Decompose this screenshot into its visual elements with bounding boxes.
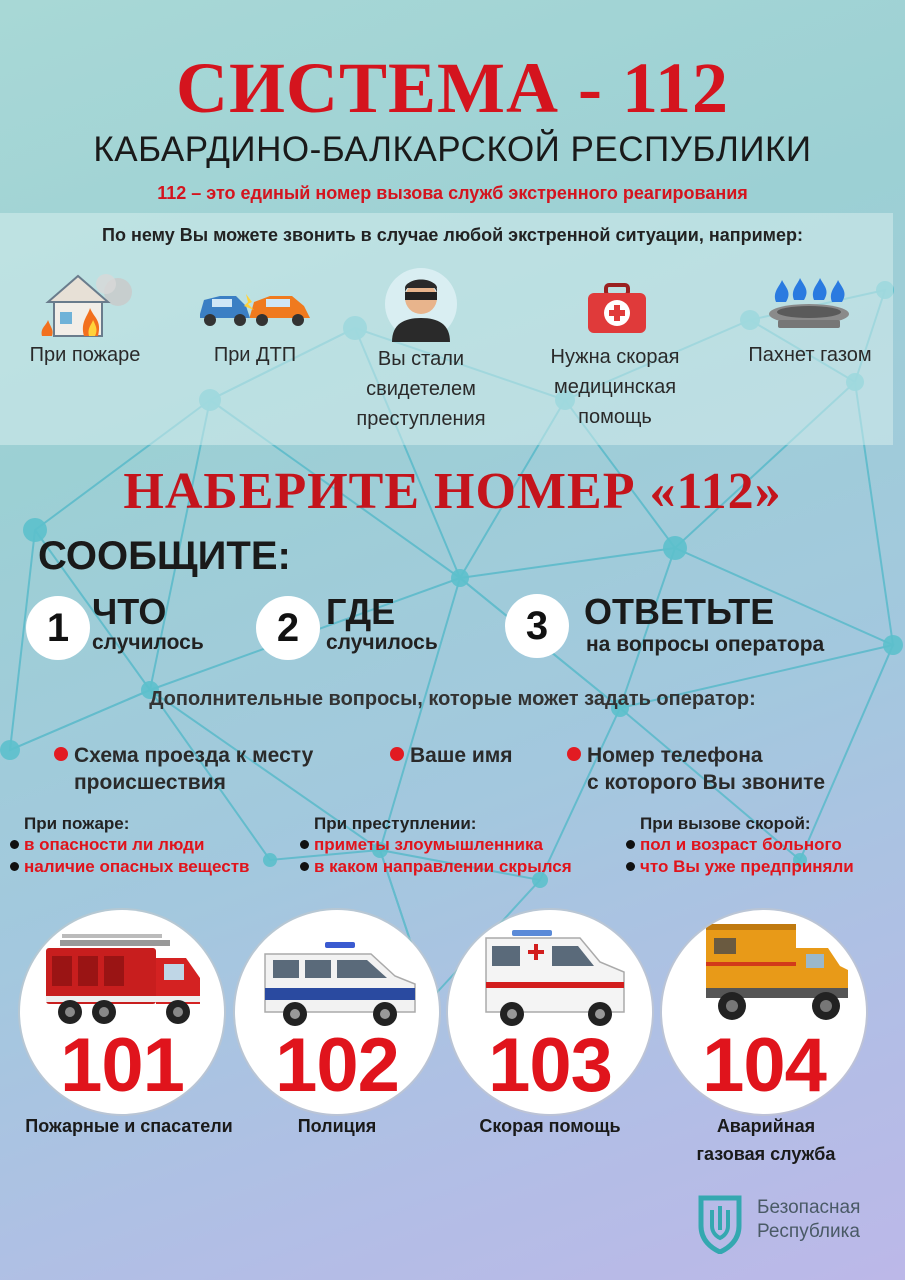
report-heading: СООБЩИТЕ: [38, 534, 291, 578]
bullet-icon [300, 862, 309, 871]
fire-truck-icon [40, 932, 206, 1028]
service-102-label: Полиция [297, 1116, 377, 1136]
case-fire-heading: При пожаре: [24, 814, 130, 833]
extra-question-route [54, 742, 313, 796]
case-ambulance-item-1: пол и возраст больного [640, 835, 842, 854]
case-ambulance [626, 814, 854, 878]
situation-crime-line-1: Вы стали [377, 348, 465, 370]
situation-ambulance-line-2: медицинская [553, 376, 677, 398]
situation-crime-label [330, 344, 512, 434]
service-101-number: 101 [60, 1023, 184, 1108]
bullet-icon [10, 862, 19, 871]
bullet-icon [567, 747, 581, 761]
service-102-card [235, 910, 439, 1114]
case-crime-item-1: приметы злоумышленника [314, 835, 543, 854]
gas-service-truck-icon [702, 918, 852, 1028]
extra-question-route-line-1: Схема проезда к месту [74, 744, 314, 767]
shield-logo-icon [695, 1192, 745, 1254]
bullet-icon [54, 747, 68, 761]
step-3-number: 3 [505, 594, 569, 658]
brand-name [757, 1196, 860, 1244]
service-101-card [20, 910, 224, 1114]
bullet-icon [300, 840, 309, 849]
bullet-icon [390, 747, 404, 761]
bullet-icon [626, 840, 635, 849]
brand-line-2: Республика [757, 1221, 860, 1242]
situation-gas-label: Пахнет газом [748, 344, 872, 366]
case-crime-heading: При преступлении: [314, 814, 477, 833]
bullet-icon [10, 840, 19, 849]
service-104-card [662, 910, 866, 1114]
case-fire-item-1: в опасности ли люди [24, 835, 205, 854]
house-fire-icon [36, 272, 136, 340]
situation-ambulance-label [520, 342, 710, 432]
first-aid-kit-icon [586, 283, 648, 335]
case-fire [10, 814, 249, 878]
tagline: 112 – это единый номер вызова служб экстренного реагирования [157, 183, 748, 203]
service-104-label-line-2: газовая служба [696, 1144, 836, 1164]
extra-question-name [390, 742, 513, 769]
situation-ambulance-line-1: Нужна скорая [550, 346, 680, 368]
case-ambulance-item-2: что Вы уже предприняли [640, 857, 854, 876]
service-103-card [448, 910, 652, 1114]
service-102-number: 102 [275, 1023, 399, 1108]
intro-text: По нему Вы можете звонить в случае любой экстренной ситуации, например: [102, 225, 803, 245]
step-2-title: ГДЕ [326, 591, 396, 632]
step-1-title: ЧТО [92, 591, 167, 632]
call-heading: НАБЕРИТЕ НОМЕР «112» [123, 463, 782, 520]
situation-crash-label: При ДТП [213, 344, 297, 366]
step-3-title: ОТВЕТЬТЕ [584, 591, 775, 632]
brand-line-1: Безопасная [757, 1197, 861, 1218]
extra-question-phone-line-1: Номер телефона [587, 744, 763, 767]
extra-question-phone-line-2: с которого Вы звоните [587, 771, 826, 794]
case-fire-item-2: наличие опасных веществ [24, 857, 250, 876]
service-103-number: 103 [488, 1023, 612, 1108]
service-101-label: Пожарные и спасатели [25, 1116, 233, 1136]
robber-icon [380, 268, 462, 342]
extra-questions-heading: Дополнительные вопросы, которые может задать оператор: [149, 688, 756, 710]
extra-question-phone [567, 742, 825, 796]
situation-ambulance-line-3: помощь [578, 406, 652, 428]
situation-crime-line-2: свидетелем [366, 378, 476, 400]
bullet-icon [626, 862, 635, 871]
step-2-text: случилось [326, 631, 438, 654]
extra-question-route-line-2: происшествия [74, 771, 226, 794]
service-104-number: 104 [702, 1023, 826, 1108]
case-crime [300, 814, 572, 878]
police-van-icon [259, 940, 421, 1028]
case-crime-item-2: в каком направлении скрылся [314, 857, 572, 876]
page-title: СИСТЕМА - 112 [176, 48, 729, 128]
situation-fire-label: При пожаре [29, 344, 141, 366]
step-3-text: на вопросы оператора [586, 633, 825, 656]
service-104-label [666, 1112, 866, 1168]
step-1-text: случилось [92, 631, 204, 654]
gas-burner-icon [764, 276, 854, 334]
situation-crime-line-3: преступления [356, 408, 486, 430]
service-103-label: Скорая помощь [479, 1116, 621, 1136]
service-104-label-line-1: Аварийная [716, 1116, 816, 1136]
extra-question-name-line-1: Ваше имя [410, 744, 513, 767]
ambulance-icon [482, 926, 632, 1030]
car-crash-icon [196, 284, 314, 330]
step-2-number: 2 [256, 596, 320, 660]
step-1-number: 1 [26, 596, 90, 660]
page-subtitle: КАБАРДИНО-БАЛКАРСКОЙ РЕСПУБЛИКИ [93, 130, 812, 169]
case-ambulance-heading: При вызове скорой: [640, 814, 811, 833]
